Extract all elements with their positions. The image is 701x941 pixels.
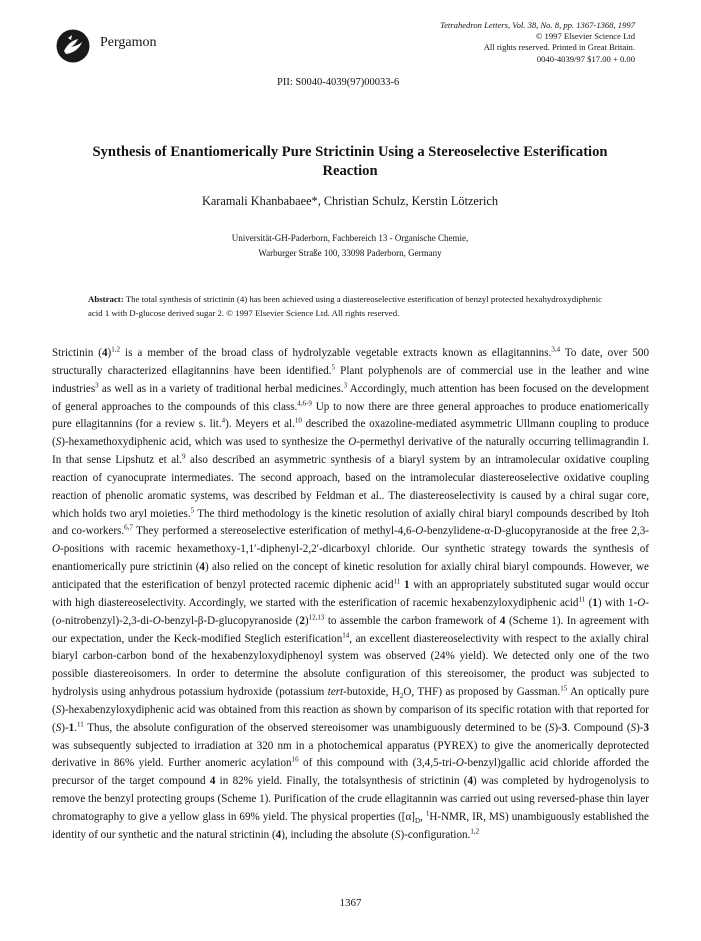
journal-citation: Tetrahedron Letters, Vol. 38, No. 8, pp. 1367-1368, 1997 — [440, 20, 635, 30]
abstract-label: Abstract: — [88, 294, 124, 304]
affiliation — [60, 231, 640, 261]
body-text: Strictinin $(4)^{1,2}$ is a member of the broad class of hydrolyzable vegetable extracts known as ellagitannins.$^{3,4}$ To date, over 500 structurally characterized ellagitannins have been identified.$^5$ Plant polyphenols are of commercial use in the leather and wine industries$^3$ as well as in a variety of traditional herbal medicines.$^3$ Accordingly, much attention has been focused on the development of general approaches to the compounds of this class.$^{4,6-9}$ Up to now there are three general approaches to produce enatiomerically pure ellagitannins (for a review s. lit.$^4$). Meyers et al.$^{10}$ described the oxazoline-mediated asymmetric Ullmann coupling to produce (S)-hexamethoxydiphenic acid, which was used to synthesize the O-permethyl derivative of the naturally occurring tellimagrandin I. In that sense Lipshutz et al.$^9$ also described an asymmetric synthesis of a biaryl system by an intramolecular oxidative coupling reaction of cyanocuprate intermediates. The second approach, based on the intramolecular diastereoselective oxidative coupling reaction of phenolic aromatic systems, was described by Feldman et al.. The diastereoselectivity is caused by a chiral sugar core, which holds two aryl moieties.$^5$ The third methodology is the kinetic resolution of axially chiral biaryl compounds described by Itoh and co-workers.$^{6,7}$ They performed a stereoselective esterification of methyl-4,6-O-benzylidene-α-D-glucopyranoside at the free 2,3-O-positions with racemic hexamethoxy-1,1′-diphenyl-2,2′-dicarboxyl chloride. Our synthetic strategy towards the synthesis of enantiomerically pure strictinin (4) also relied on the concept of kinetic resolution for axially chiral biaryl compounds. However, we anticipated that the esterification of benzyl protected racemic diphenic acid$^{11}$ 1 with an appropriately substituted sugar would occur with high diastereoselectivity. Accordingly, we started with the esterification of racemic hexabenzyloxydiphenic acid$^{11}$ (1) with 1-O-(o-nitrobenzyl)-2,3-di-O-benzyl-β-D-glucopyranoside $(2)^{12,13}$ to assemble the carbon framework of 4 (Scheme 1). In agreement with our expectation, under the Keck-modified Steglich esterification$^{14}$, an excellent diastereoselectivity with respect to the axially chiral biaryl carbon-carbon bond of the hexabenzyloxydiphenoyl system was observed (24% yield). We detected only one of the two possible diastereoisomers. In order to determine the absolute configuration of this stereoisomer, the product was subjected to hydrolysis using anhydrous potassium hydroxide (potassium tert-butoxide, $H_2O$, THF) as proposed by Gassman.$^{15}$ An optically pure (S)-hexabenzyloxydiphenic acid was obtained from this reaction as shown by comparison of its specific rotation with that reported for (S)-1.11 Thus, the absolute configuration of the observed stereoisomer was unambiguously determined to be (S)-3. Compound (S)-3 was subsequently subjected to irradiation at 320 nm in a photochemical apparatus (PYREX) to give the anomerically deprotected derivative in 86% yield. Further anomeric acylation$^{16}$ of this compound with (3,4,5-tri-O-benzyl)gallic acid chloride afforded the precursor of the target compound 4 in 82% yield. Finally, the totalsynthesis of strictinin (4) was completed by hydrogenolysis to remove the benzyl protecting groups (Scheme 1). Purification of the crude ellagitannin was carried out using reversed-phase thin layer chromatography to give a yellow glass in 69% yield. The physical properties ($[\alpha]_D$, $^1$H-NMR, IR, MS) unambiguously established the identity of our synthetic and the natural strictinin (4), including the absolute (S)-configuration.$^{1,2}$ — [52, 345, 650, 841]
abstract-text: The total synthesis of strictinin (4) has been achieved using a diastereoselective esterification of benzyl protected hexahydroxydiphenic acid 1 with D-glucose derived sugar 2. © 1997 Elsevier Science Ltd. All rights reserved. — [88, 294, 603, 319]
journal-info — [440, 20, 635, 65]
title-line-1: Synthesis of Enantiomerically Pure Strictinin Using a Stereoselective Esterification — [92, 144, 608, 160]
affiliation-line-1: Universität-GH-Paderborn, Fachbereich 13 - Organische Chemie, — [231, 233, 469, 243]
affiliation-line-2: Warburger Straße 100, 33098 Paderborn, Germany — [258, 248, 442, 258]
rights-line: All rights reserved. Printed in Great Britain. — [483, 42, 635, 53]
pergamon-logo — [56, 29, 90, 63]
publisher-name: Pergamon — [100, 35, 157, 50]
abstract — [88, 292, 616, 320]
author-list: Karamali Khanbabaee*, Christian Schulz, Kerstin Lötzerich — [201, 194, 499, 208]
pii-identifier: PII: S0040-4039(97)00033-6 — [277, 77, 400, 88]
copyright-line: © 1997 Elsevier Science Ltd — [535, 31, 635, 42]
page-number: 1367 — [339, 897, 362, 909]
title-line-2: Reaction — [322, 163, 378, 179]
article-title — [60, 143, 640, 181]
issn-price: 0040-4039/97 $17.00 + 0.00 — [536, 53, 635, 64]
